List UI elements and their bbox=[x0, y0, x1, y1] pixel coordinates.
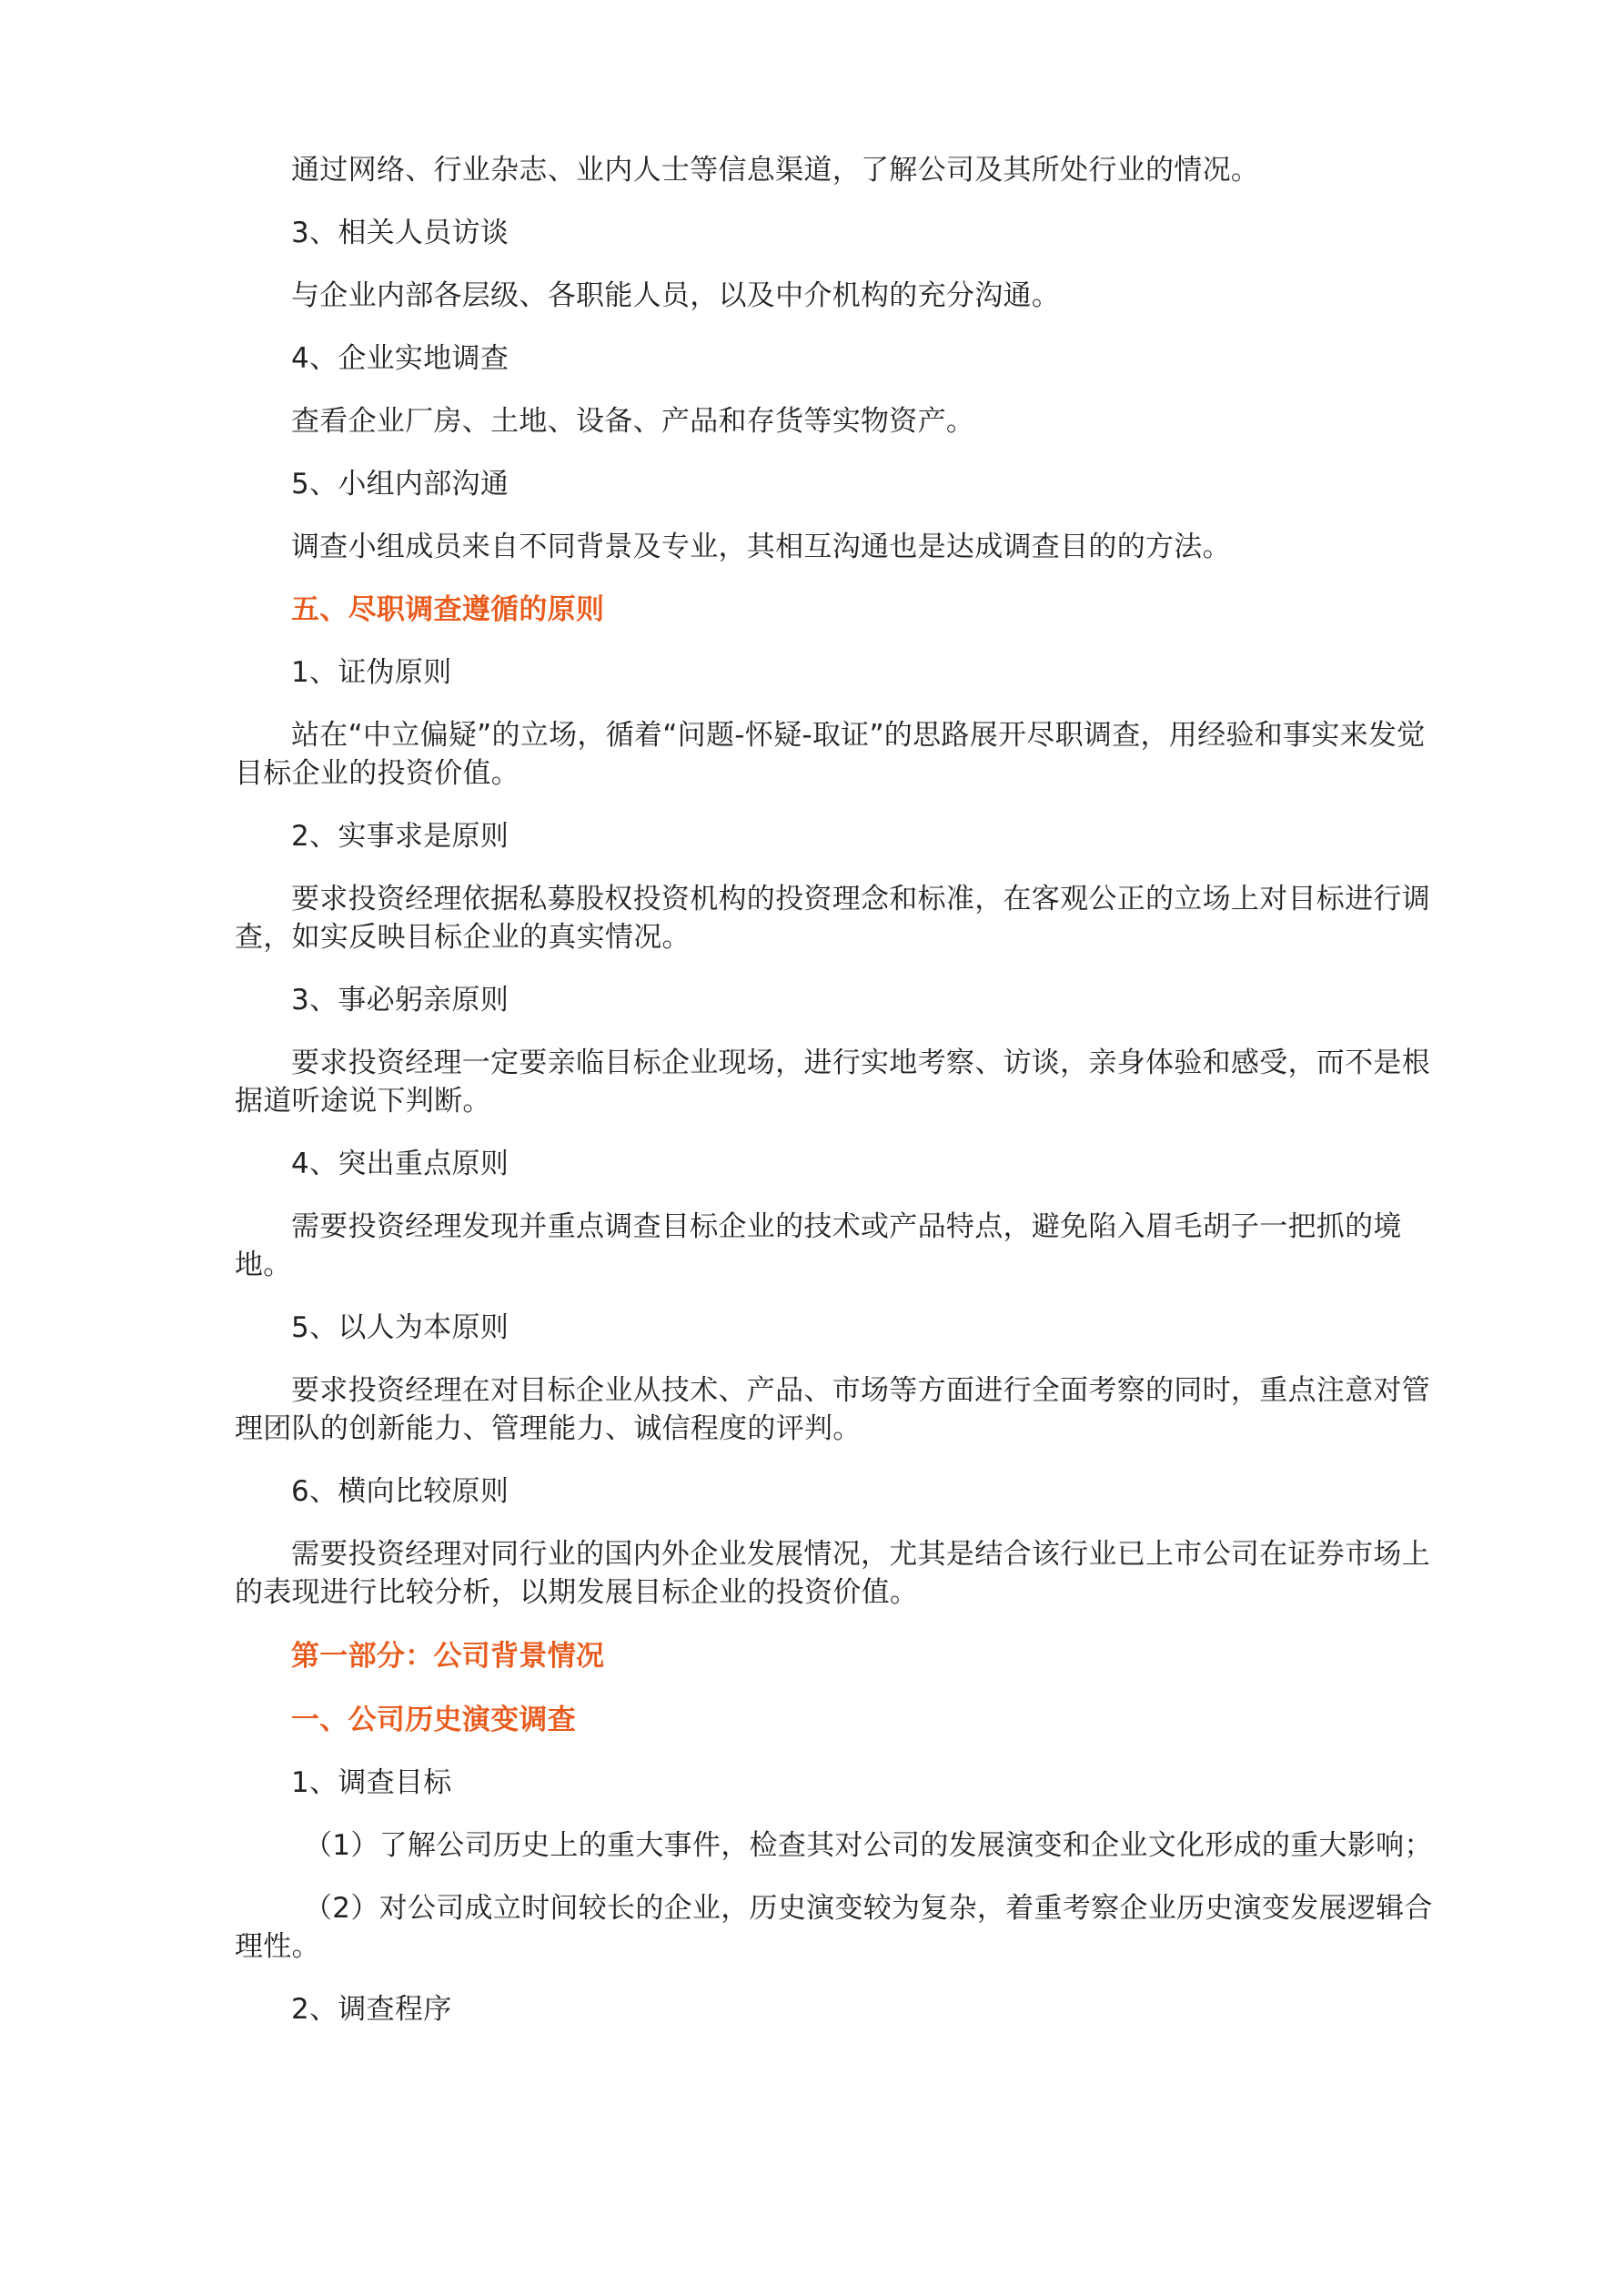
paragraph: 需要投资经理对同行业的国内外企业发展情况，尤其是结合该行业已上市公司在证券市场上的表现进行比较分析，以期发展目标企业的投资价值。 bbox=[235, 1538, 1430, 1609]
list-item-heading: 1、调查目标 bbox=[291, 1766, 452, 1799]
paragraph: （2）对公司成立时间较长的企业，历史演变较为复杂，着重考察企业历史演变发展逻辑合理性。 bbox=[235, 1892, 1433, 1963]
part-heading: 第一部分：公司背景情况 bbox=[291, 1640, 605, 1673]
list-item-heading: 2、调查程序 bbox=[291, 1993, 452, 2026]
paragraph: 要求投资经理一定要亲临目标企业现场，进行实地考察、访谈，亲身体验和感受，而不是根据道听途说下判断。 bbox=[235, 1047, 1430, 1118]
document-body bbox=[235, 151, 1436, 2028]
paragraph: （1）了解公司历史上的重大事件，检查其对公司的发展演变和企业文化形成的重大影响； bbox=[304, 1829, 1433, 1862]
list-item-heading: 4、突出重点原则 bbox=[291, 1148, 509, 1180]
body-text: 通过网络、行业杂志、业内人士等信息渠道，了解公司及其所处行业的情况。 bbox=[291, 154, 1260, 187]
list-item-heading: 6、横向比较原则 bbox=[291, 1475, 509, 1508]
section-heading: 五、尽职调查遵循的原则 bbox=[291, 593, 605, 626]
body-text: 与企业内部各层级、各职能人员，以及中介机构的充分沟通。 bbox=[291, 279, 1061, 312]
paragraph: 要求投资经理在对目标企业从技术、产品、市场等方面进行全面考察的同时，重点注意对管理团队的创新能力、管理能力、诚信程度的评判。 bbox=[235, 1374, 1430, 1445]
list-item-heading: 5、小组内部沟通 bbox=[291, 468, 509, 501]
list-item-heading: 4、企业实地调查 bbox=[291, 342, 509, 375]
paragraph: 需要投资经理发现并重点调查目标企业的技术或产品特点，避免陷入眉毛胡子一把抓的境地。 bbox=[235, 1210, 1402, 1281]
list-item-heading: 3、相关人员访谈 bbox=[291, 217, 509, 249]
paragraph: 站在“中立偏疑”的立场，循着“问题-怀疑-取证”的思路展开尽职调查，用经验和事实来发觉目标企业的投资价值。 bbox=[235, 719, 1426, 790]
list-item-heading: 2、实事求是原则 bbox=[291, 820, 509, 853]
body-text: 查看企业厂房、土地、设备、产品和存货等实物资产。 bbox=[291, 405, 975, 438]
list-item-heading: 5、以人为本原则 bbox=[291, 1311, 509, 1344]
body-text: 调查小组成员来自不同背景及专业，其相互沟通也是达成调查目的的方法。 bbox=[291, 531, 1231, 563]
list-item-heading: 1、证伪原则 bbox=[291, 656, 452, 689]
section-heading: 一、公司历史演变调查 bbox=[291, 1704, 576, 1736]
list-item-heading: 3、事必躬亲原则 bbox=[291, 984, 509, 1017]
paragraph: 要求投资经理依据私募股权投资机构的投资理念和标准，在客观公正的立场上对目标进行调查，如实反映目标企业的真实情况。 bbox=[235, 883, 1430, 954]
